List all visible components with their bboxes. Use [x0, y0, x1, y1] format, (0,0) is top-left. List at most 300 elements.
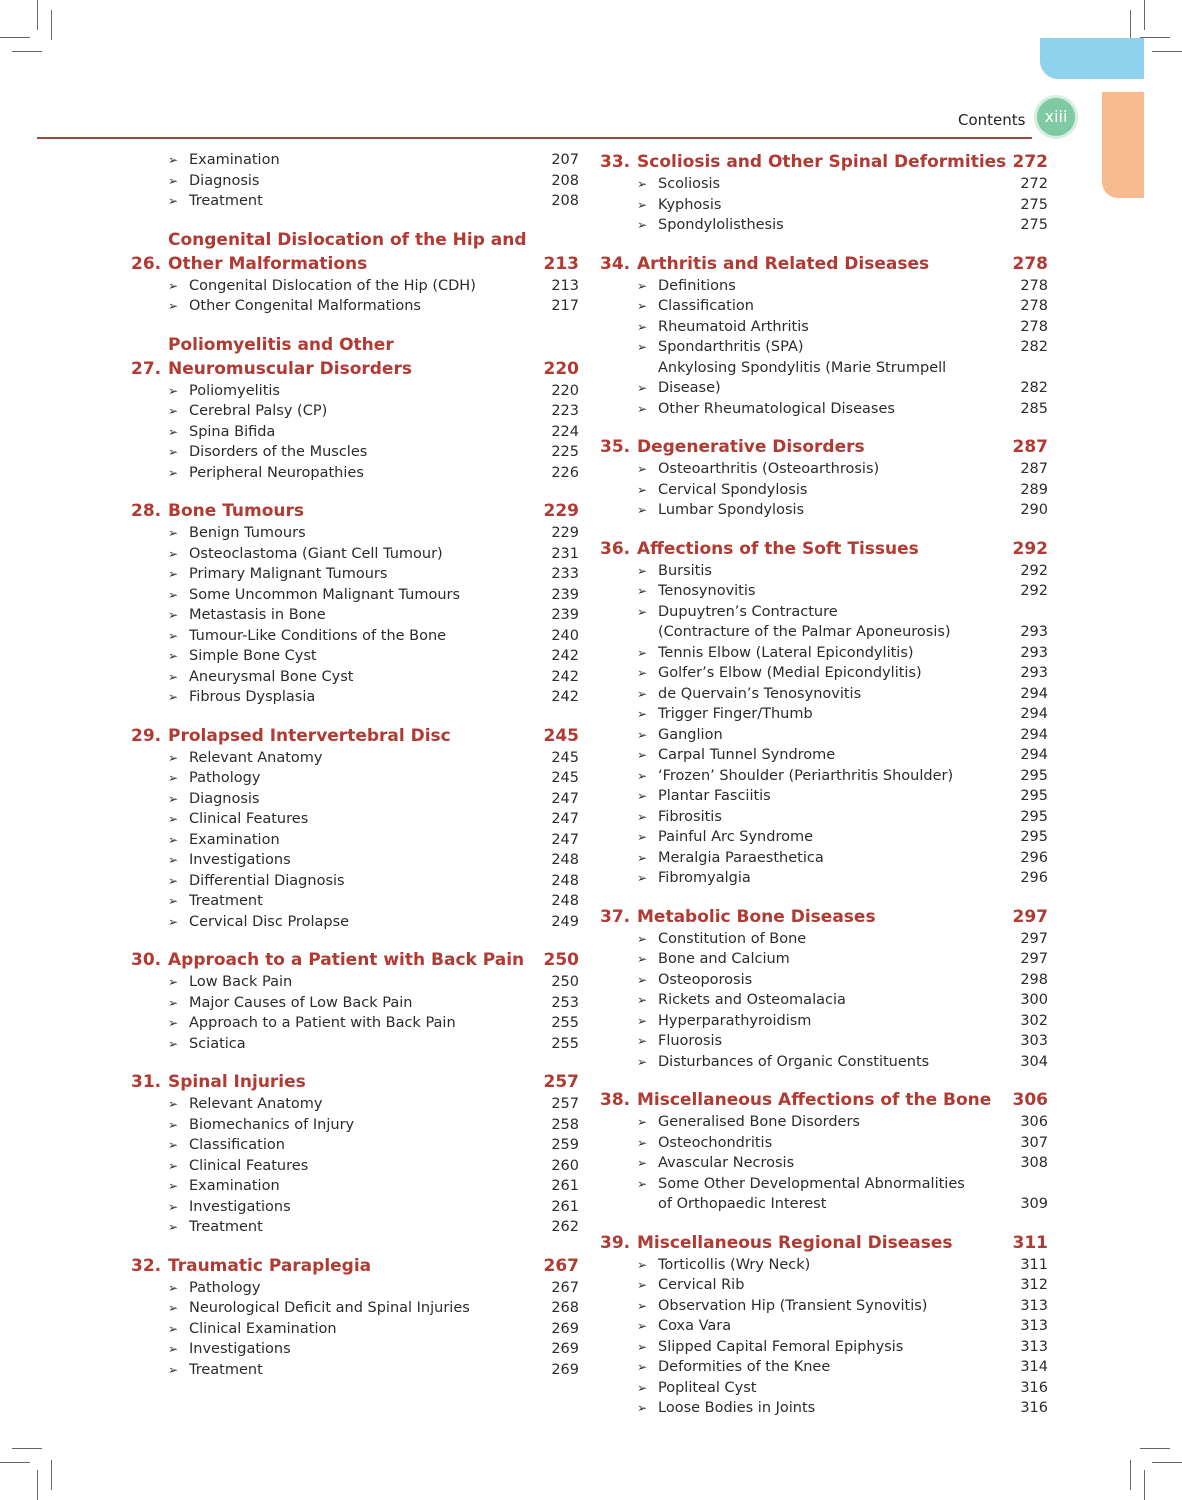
crop-mark: [12, 1448, 42, 1449]
toc-entry[interactable]: [600, 848, 1048, 869]
chapter-number: 35.: [600, 437, 631, 457]
entry-page-number: 316: [1020, 1379, 1048, 1396]
chapter-heading[interactable]: [600, 1088, 1048, 1112]
arrow-bullet-icon: ➢: [637, 177, 648, 191]
arrow-bullet-icon: ➢: [637, 1156, 648, 1170]
arrow-bullet-icon: ➢: [637, 604, 648, 619]
toc-entry[interactable]: [131, 789, 579, 810]
toc-entry[interactable]: [600, 1398, 1048, 1419]
chapter-number: 34.: [600, 253, 631, 274]
toc-entry[interactable]: [600, 215, 1048, 236]
entry-title: Examination: [189, 152, 280, 168]
entry-title: Deformities of the Knee: [658, 1359, 831, 1375]
entry-title: Lumbar Spondylosis: [658, 502, 805, 518]
chapter-heading[interactable]: [600, 537, 1048, 561]
arrow-bullet-icon: ➢: [637, 748, 648, 762]
crop-mark: [1130, 10, 1131, 40]
arrow-bullet-icon: ➢: [168, 914, 179, 929]
arrow-bullet-icon: ➢: [168, 587, 179, 602]
toc-entry[interactable]: [600, 1275, 1048, 1296]
entry-title: Bursitis: [658, 562, 712, 579]
toc-chapter: [600, 150, 1048, 236]
arrow-bullet-icon: ➢: [637, 830, 648, 844]
entry-title: Investigations: [189, 1198, 291, 1215]
arrow-bullet-icon: ➢: [168, 812, 179, 826]
toc-entry[interactable]: [600, 195, 1048, 216]
entry-page-number: 245: [551, 770, 579, 786]
chapter-page-number: 267: [543, 1255, 579, 1276]
entry-page-number: 294: [1020, 706, 1048, 722]
entry-page-number: 224: [551, 423, 579, 440]
toc-chapter: [131, 150, 579, 212]
toc-entry[interactable]: [600, 459, 1048, 480]
chapter-heading[interactable]: [600, 435, 1048, 459]
entry-page-number: 293: [1020, 644, 1048, 661]
toc-chapter: [600, 1088, 1048, 1215]
chapter-page-number: 245: [543, 725, 579, 746]
entry-title: Fluorosis: [658, 1033, 723, 1049]
chapter-heading[interactable]: [131, 948, 579, 972]
entry-page-number: 292: [1020, 562, 1048, 579]
arrow-bullet-icon: ➢: [637, 666, 648, 680]
arrow-bullet-icon: ➢: [637, 462, 648, 476]
entry-page-number: 248: [551, 852, 579, 868]
toc-entry[interactable]: [131, 830, 579, 851]
toc-entry[interactable]: [131, 1156, 579, 1177]
chapter-page-number: 272: [1012, 152, 1048, 172]
chapter-title: Miscellaneous Regional Diseases: [637, 1232, 953, 1253]
arrow-bullet-icon: ➢: [168, 1301, 179, 1315]
entry-title: Treatment: [189, 193, 263, 209]
entry-page-number: 272: [1020, 176, 1048, 192]
arrow-bullet-icon: ➢: [168, 1036, 179, 1051]
toc-chapter: [131, 724, 579, 933]
crop-mark: [37, 0, 38, 30]
toc-entry[interactable]: [600, 704, 1048, 725]
toc-entry[interactable]: [600, 1378, 1048, 1399]
entry-page-number: 255: [551, 1015, 579, 1031]
arrow-bullet-icon: ➢: [637, 1360, 648, 1374]
chapter-page-number: 287: [1012, 437, 1048, 457]
toc-entry[interactable]: [600, 276, 1048, 297]
toc-entry[interactable]: [131, 564, 579, 585]
chapter-heading[interactable]: [131, 1254, 579, 1278]
toc-entry[interactable]: [131, 1176, 579, 1197]
toc-entry[interactable]: [600, 766, 1048, 787]
toc-entry[interactable]: [131, 850, 579, 871]
toc-entry[interactable]: [600, 1031, 1048, 1052]
toc-chapter: [600, 905, 1048, 1073]
toc-entry[interactable]: [131, 401, 579, 422]
entry-page-number: 303: [1020, 1033, 1048, 1049]
chapter-title: Poliomyelitis and Other Neuromuscular Disorders: [168, 334, 412, 379]
toc-entry[interactable]: [600, 1011, 1048, 1032]
entry-page-number: 302: [1020, 1012, 1048, 1029]
chapter-title: Traumatic Paraplegia: [168, 1255, 372, 1276]
arrow-bullet-icon: ➢: [168, 194, 179, 208]
entry-page-number: 298: [1020, 971, 1048, 988]
arrow-bullet-icon: ➢: [637, 1380, 648, 1395]
toc-entry[interactable]: [600, 581, 1048, 602]
arrow-bullet-icon: ➢: [637, 1176, 648, 1191]
entry-title: Hyperparathyroidism: [658, 1012, 812, 1029]
chapter-title: Approach to a Patient with Back Pain: [168, 950, 525, 970]
toc-chapter: [600, 1231, 1048, 1419]
entry-page-number: 316: [1020, 1400, 1048, 1416]
arrow-bullet-icon: ➢: [168, 1220, 179, 1234]
chapter-heading[interactable]: [600, 905, 1048, 929]
entry-page-number: 312: [1020, 1277, 1048, 1293]
toc-entry[interactable]: [131, 171, 579, 192]
arrow-bullet-icon: ➢: [637, 584, 648, 598]
arrow-bullet-icon: ➢: [637, 1319, 648, 1333]
entry-page-number: 249: [551, 913, 579, 930]
entry-title: Aneurysmal Bone Cyst: [189, 668, 354, 685]
chapter-page-number: 250: [543, 950, 579, 970]
arrow-bullet-icon: ➢: [168, 1016, 179, 1030]
entry-title: Cervical Rib: [658, 1277, 745, 1293]
toc-entry[interactable]: [600, 337, 1048, 358]
toc-entry[interactable]: [600, 1153, 1048, 1174]
toc-entry[interactable]: [131, 463, 579, 484]
entry-title: Relevant Anatomy: [189, 749, 323, 766]
arrow-bullet-icon: ➢: [637, 401, 648, 416]
toc-entry[interactable]: [600, 1337, 1048, 1358]
entry-page-number: 240: [551, 627, 579, 644]
entry-title: Investigations: [189, 1341, 291, 1357]
toc-entry[interactable]: [600, 643, 1048, 664]
entry-title: Plantar Fasciitis: [658, 788, 771, 804]
toc-entry-continuation[interactable]: [600, 622, 1048, 643]
toc-chapter: [131, 1070, 579, 1238]
arrow-bullet-icon: ➢: [168, 173, 179, 188]
arrow-bullet-icon: ➢: [168, 608, 179, 622]
entry-title: Observation Hip (Transient Synovitis): [658, 1297, 928, 1314]
entry-title: ‘Frozen’ Shoulder (Periarthritis Shoulder): [658, 767, 954, 784]
entry-page-number: 295: [1020, 788, 1048, 804]
arrow-bullet-icon: ➢: [168, 1179, 179, 1193]
entry-title: Osteochondritis: [658, 1134, 773, 1151]
toc-entry[interactable]: [131, 1013, 579, 1034]
toc-entry[interactable]: [600, 1174, 1048, 1195]
entry-title: Popliteal Cyst: [658, 1379, 757, 1396]
toc-entry[interactable]: [131, 1094, 579, 1115]
arrow-bullet-icon: ➢: [168, 526, 179, 540]
entry-title: Diagnosis: [189, 790, 260, 807]
toc-entry[interactable]: [131, 296, 579, 317]
arrow-bullet-icon: ➢: [168, 832, 179, 847]
entry-title: Cerebral Palsy (CP): [189, 403, 328, 419]
toc-entry[interactable]: [131, 748, 579, 769]
entry-page-number: 267: [551, 1279, 579, 1296]
arrow-bullet-icon: ➢: [168, 1342, 179, 1356]
entry-page-number: 217: [551, 298, 579, 314]
toc-entry[interactable]: [131, 276, 579, 297]
chapter-page-number: 292: [1012, 538, 1048, 559]
chapter-number: 31.: [131, 1072, 162, 1092]
toc-left-column: [131, 150, 579, 1396]
arrow-bullet-icon: ➢: [637, 972, 648, 987]
toc-entry[interactable]: [600, 1316, 1048, 1337]
entry-page-number: 207: [551, 152, 579, 168]
toc-entry[interactable]: [600, 807, 1048, 828]
arrow-bullet-icon: ➢: [168, 771, 179, 785]
chapter-title: Congenital Dislocation of the Hip and Other Malformations: [168, 229, 527, 274]
chapter-number: 32.: [131, 1255, 162, 1276]
crop-mark: [51, 1460, 52, 1490]
toc-entry[interactable]: [600, 970, 1048, 991]
toc-entry[interactable]: [600, 602, 1048, 623]
toc-entry[interactable]: [131, 1034, 579, 1055]
toc-entry[interactable]: [600, 500, 1048, 521]
entry-page-number: 296: [1020, 870, 1048, 886]
entry-page-number: 268: [551, 1300, 579, 1316]
entry-title-continuation: (Contracture of the Palmar Aponeurosis): [658, 624, 951, 640]
toc-entry[interactable]: [600, 929, 1048, 950]
arrow-bullet-icon: ➢: [637, 197, 648, 212]
toc-entry[interactable]: [600, 480, 1048, 501]
toc-entry[interactable]: [131, 687, 579, 708]
toc-entry[interactable]: [600, 1296, 1048, 1317]
entry-page-number: 313: [1020, 1297, 1048, 1314]
toc-entry[interactable]: [131, 1319, 579, 1340]
chapter-heading[interactable]: [600, 252, 1048, 276]
arrow-bullet-icon: ➢: [637, 850, 648, 865]
toc-entry[interactable]: [600, 990, 1048, 1011]
toc-entry[interactable]: [600, 561, 1048, 582]
arrow-bullet-icon: ➢: [168, 1138, 179, 1152]
arrow-bullet-icon: ➢: [637, 381, 648, 395]
chapter-heading[interactable]: [131, 333, 579, 381]
entry-page-number: 261: [551, 1198, 579, 1215]
chapter-page-number: 297: [1012, 906, 1048, 927]
entry-title: Definitions: [658, 277, 736, 294]
toc-entry[interactable]: [131, 1360, 579, 1381]
arrow-bullet-icon: ➢: [637, 686, 648, 701]
toc-entry[interactable]: [131, 646, 579, 667]
toc-chapter: [131, 948, 579, 1054]
arrow-bullet-icon: ➢: [637, 993, 648, 1007]
arrow-bullet-icon: ➢: [637, 1298, 648, 1313]
toc-entry[interactable]: [600, 1357, 1048, 1378]
toc-entry[interactable]: [131, 1339, 579, 1360]
arrow-bullet-icon: ➢: [168, 1362, 179, 1377]
chapter-heading[interactable]: [131, 499, 579, 523]
entry-page-number: 313: [1020, 1338, 1048, 1355]
entry-page-number: 275: [1020, 217, 1048, 233]
arrow-bullet-icon: ➢: [168, 995, 179, 1010]
chapter-heading[interactable]: [600, 150, 1048, 174]
entry-page-number: 223: [551, 403, 579, 419]
entry-page-number: 300: [1020, 992, 1048, 1008]
toc-entry[interactable]: [600, 1052, 1048, 1073]
entry-title: Some Uncommon Malignant Tumours: [189, 586, 461, 603]
toc-entry[interactable]: [131, 1217, 579, 1238]
toc-entry[interactable]: [600, 296, 1048, 317]
arrow-bullet-icon: ➢: [637, 1401, 648, 1415]
entry-page-number: 231: [551, 545, 579, 562]
arrow-bullet-icon: ➢: [637, 1013, 648, 1028]
entry-page-number: 239: [551, 607, 579, 623]
entry-title: Rickets and Osteomalacia: [658, 992, 846, 1008]
toc-entry[interactable]: [600, 1133, 1048, 1154]
arrow-bullet-icon: ➢: [168, 791, 179, 806]
toc-entry[interactable]: [131, 809, 579, 830]
toc-entry-continuation[interactable]: [600, 1194, 1048, 1215]
entry-page-number: 285: [1020, 400, 1048, 417]
arrow-bullet-icon: ➢: [637, 1115, 648, 1129]
arrow-bullet-icon: ➢: [168, 649, 179, 663]
entry-page-number: 293: [1020, 624, 1048, 640]
toc-entry[interactable]: [131, 1298, 579, 1319]
toc-entry[interactable]: [600, 174, 1048, 195]
toc-entry[interactable]: [131, 667, 579, 688]
entry-title: Differential Diagnosis: [189, 872, 345, 889]
toc-entry[interactable]: [600, 725, 1048, 746]
entry-title: Investigations: [189, 852, 291, 868]
entry-page-number: 289: [1020, 481, 1048, 498]
entry-page-number: 296: [1020, 849, 1048, 866]
toc-entry[interactable]: [131, 442, 579, 463]
entry-title: Constitution of Bone: [658, 930, 807, 947]
toc-entry[interactable]: [600, 684, 1048, 705]
entry-title: Disorders of the Muscles: [189, 444, 368, 460]
entry-page-number: 255: [551, 1035, 579, 1052]
toc-entry[interactable]: [600, 317, 1048, 338]
entry-title: Avascular Necrosis: [658, 1155, 795, 1171]
chapter-number: 39.: [600, 1232, 631, 1253]
entry-page-number: 295: [1020, 829, 1048, 845]
entry-page-number: 247: [551, 790, 579, 807]
entry-title: Osteoarthritis (Osteoarthrosis): [658, 461, 880, 477]
toc-entry[interactable]: [131, 422, 579, 443]
entry-title: Poliomyelitis: [189, 382, 280, 399]
entry-page-number: 297: [1020, 930, 1048, 947]
entry-title: Coxa Vara: [658, 1318, 732, 1334]
crop-mark: [1152, 51, 1182, 52]
chapter-title: Scoliosis and Other Spinal Deformities: [637, 152, 1007, 172]
entry-title: Ankylosing Spondylitis (Marie Strumpell Disease): [658, 359, 947, 396]
entry-page-number: 295: [1020, 767, 1048, 784]
toc-entry[interactable]: [131, 381, 579, 402]
arrow-bullet-icon: ➢: [168, 853, 179, 867]
toc-entry[interactable]: [131, 626, 579, 647]
entry-page-number: 250: [551, 974, 579, 990]
entry-title-continuation: of Orthopaedic Interest: [658, 1196, 827, 1212]
chapter-page-number: 229: [543, 501, 579, 521]
entry-title: Painful Arc Syndrome: [658, 829, 814, 845]
toc-entry[interactable]: [131, 993, 579, 1014]
arrow-bullet-icon: ➢: [168, 1117, 179, 1132]
toc-entry[interactable]: [600, 949, 1048, 970]
entry-page-number: 257: [551, 1096, 579, 1112]
toc-entry[interactable]: [131, 972, 579, 993]
entry-title: Scoliosis: [658, 176, 721, 192]
toc-entry[interactable]: [131, 1197, 579, 1218]
toc-entry[interactable]: [600, 1112, 1048, 1133]
arrow-bullet-icon: ➢: [168, 445, 179, 459]
entry-page-number: 220: [551, 382, 579, 399]
arrow-bullet-icon: ➢: [637, 645, 648, 660]
toc-entry[interactable]: [131, 1278, 579, 1299]
arrow-bullet-icon: ➢: [168, 873, 179, 888]
toc-entry[interactable]: [600, 868, 1048, 889]
crop-mark: [1140, 1448, 1170, 1449]
toc-entry[interactable]: [600, 358, 1048, 399]
arrow-bullet-icon: ➢: [168, 404, 179, 418]
entry-title: Treatment: [189, 1219, 263, 1235]
entry-title: Peripheral Neuropathies: [189, 464, 364, 481]
toc-entry[interactable]: [131, 1135, 579, 1156]
chapter-title: Spinal Injuries: [168, 1072, 306, 1092]
chapter-number: 30.: [131, 950, 162, 970]
arrow-bullet-icon: ➢: [637, 563, 648, 578]
toc-entry[interactable]: [131, 912, 579, 933]
entry-title: Bone and Calcium: [658, 951, 790, 967]
header-rule: [37, 137, 1032, 139]
toc-chapter: [131, 228, 579, 317]
chapter-page-number: 220: [543, 358, 579, 379]
entry-page-number: 269: [551, 1361, 579, 1378]
toc-entry[interactable]: [131, 150, 579, 171]
toc-entry[interactable]: [131, 523, 579, 544]
entry-title: Clinical Features: [189, 1157, 309, 1174]
chapter-number: 28.: [131, 501, 162, 521]
toc-entry[interactable]: [600, 1255, 1048, 1276]
toc-entry[interactable]: [600, 399, 1048, 420]
toc-entry[interactable]: [131, 544, 579, 565]
entry-page-number: 226: [551, 464, 579, 481]
entry-title: Clinical Examination: [189, 1320, 337, 1337]
running-header: Contents: [958, 111, 1026, 129]
entry-title: Rheumatoid Arthritis: [658, 318, 809, 335]
toc-entry[interactable]: [600, 827, 1048, 848]
arrow-bullet-icon: ➢: [168, 465, 179, 480]
entry-title: Fibrositis: [658, 808, 722, 825]
toc-entry[interactable]: [131, 871, 579, 892]
toc-entry[interactable]: [131, 891, 579, 912]
toc-chapter: [600, 435, 1048, 521]
toc-entry[interactable]: [131, 585, 579, 606]
arrow-bullet-icon: ➢: [168, 278, 179, 293]
arrow-bullet-icon: ➢: [637, 768, 648, 783]
arrow-bullet-icon: ➢: [637, 789, 648, 803]
arrow-bullet-icon: ➢: [168, 628, 179, 643]
chapter-page-number: 306: [1012, 1090, 1048, 1110]
toc-entry[interactable]: [600, 745, 1048, 766]
toc-entry[interactable]: [131, 768, 579, 789]
toc-entry[interactable]: [131, 191, 579, 212]
chapter-heading[interactable]: [131, 228, 579, 276]
chapter-heading[interactable]: [600, 1231, 1048, 1255]
arrow-bullet-icon: ➢: [637, 1034, 648, 1048]
entry-page-number: 275: [1020, 196, 1048, 213]
entry-title: Relevant Anatomy: [189, 1096, 323, 1112]
toc-entry[interactable]: [600, 786, 1048, 807]
arrow-bullet-icon: ➢: [168, 894, 179, 908]
entry-title: Dupuytren’s Contracture: [658, 603, 838, 620]
chapter-heading[interactable]: [131, 724, 579, 748]
arrow-bullet-icon: ➢: [168, 669, 179, 684]
entry-page-number: 293: [1020, 665, 1048, 681]
toc-entry[interactable]: [131, 605, 579, 626]
toc-entry[interactable]: [131, 1115, 579, 1136]
crop-mark: [1130, 1460, 1131, 1490]
toc-entry[interactable]: [600, 663, 1048, 684]
arrow-bullet-icon: ➢: [637, 319, 648, 334]
entry-page-number: 229: [551, 525, 579, 541]
chapter-heading[interactable]: [131, 1070, 579, 1094]
